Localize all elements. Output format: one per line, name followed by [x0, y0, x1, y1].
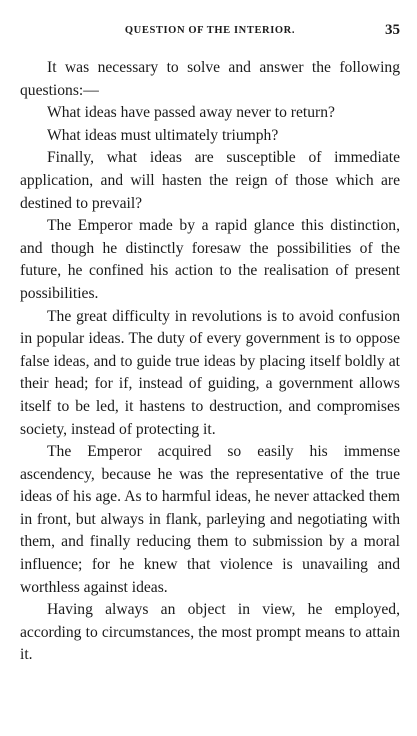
paragraph-intro: It was necessary to solve and answer the following questions:—: [20, 59, 400, 99]
body-text: [20, 57, 400, 667]
paragraph-revolutions: The great difficulty in revolutions is to avoid confusion in popular ideas. The duty of every government is to oppose false ideas, and to guide true ideas by placing itself boldly at their head; for if, instead of guiding, a government allows itself to be led, it hastens to destruction, and compromises society, instead of protecting it.: [20, 307, 400, 438]
paragraph-question-3: Finally, what ideas are susceptible of immediate application, and will hasten the reign of those which are destined to prevail?: [20, 149, 400, 212]
question-2: What ideas must ultimately triumph?: [47, 126, 279, 144]
running-title: QUESTION OF THE INTERIOR.: [124, 25, 296, 36]
question-1: What ideas have passed away never to return?: [47, 104, 335, 122]
paragraph-emperor-distinction: The Emperor made by a rapid glance this distinction, and though he distinctly foresaw the possibilities of the future, he confined his action to the realisation of present possibilities.: [20, 217, 400, 302]
paragraph-object-in-view: Having always an object in view, he employed, according to circumstances, the most prompt means to attain it.: [20, 601, 400, 664]
paragraph-emperor-ascendency: The Emperor acquired so easily his immense ascendency, because he was the representative of the true ideas of his age. As to harmful ideas, he never attacked them in front, but always in flank, parleying and negotiating with them, and finally reducing them to submission by a moral influence; for he knew that violence is unavailing and worthless against ideas.: [20, 443, 400, 596]
running-head: [20, 22, 400, 42]
page-number: 35: [385, 22, 400, 38]
